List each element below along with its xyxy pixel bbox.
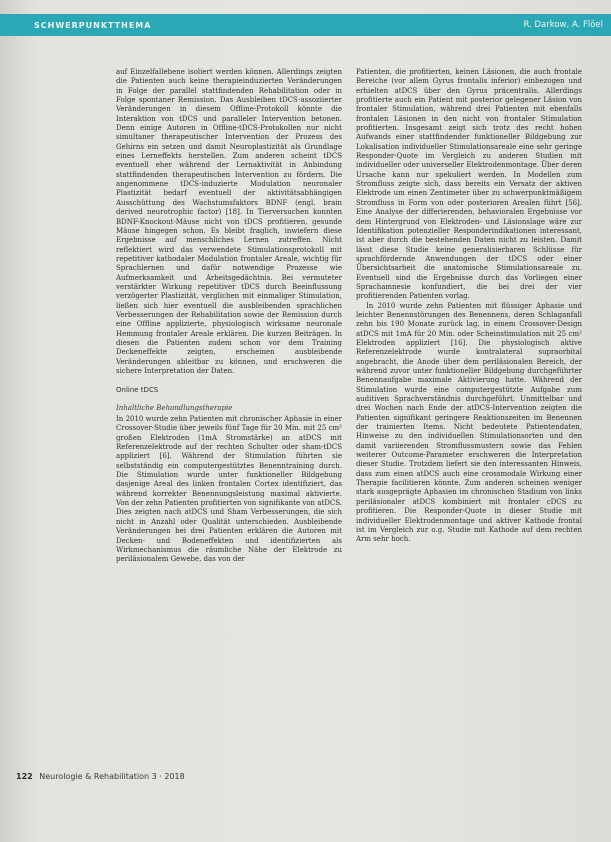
page-number: 122: [16, 772, 33, 781]
body-paragraph: In 2010 wurde zehn Patienten mit chronischer Aphasie in einer Crossover-Studie über jeweils fünf Tage für 20 Min. mit 25 cm² großen Elektroden (1mA Stromstärke) an atDCS mit Referenzelektrode auf der rechten Schulter oder sham-tDCS appliziert [6]. Während der Stimulation führten sie selbstständig ein computergestütztes Benenntraining durch. Die Stimulation wurde unter funktioneller Bildgebung dasjenige Areal des linken frontalen Cortex identifiziert, das während korrekter Benennungsleistung maximal aktivierte. Von der zehn Patienten profitierten von signifikante von atDCS. Dies zeigten nach atDCS und Sham Verbesserungen, die sich nicht in Anzahl oder Qualität unterschieden. Ausbleibende Veränderungen bei drei Patienten erklären die Autoren mit Decken- und Bodeneffekten und identifizierten als Wirkmechanismus die räumliche Nähe der Elektrode zu periläsionalem Gewebe, das von der: [116, 415, 342, 564]
section-subheading: Online tDCS: [116, 386, 159, 395]
journal-name: Neurologie & Rehabilitation 3 · 2018: [39, 772, 185, 781]
right-column: [356, 68, 582, 545]
page-footer: [16, 772, 185, 781]
body-paragraph: Patienten, die profitierten, keinen Läsionen, die auch frontale Bereiche (vor allem Gyrus frontalis inferior) einbezogen und erhielten atDCS über den Gyrus präcentralis. Allerdings profitierte auch ein Patient mit posterior gelegener Läsion von frontaler Stimulation, während drei Patienten mit ebenfalls frontalen Läsionen in den nicht von frontaler Stimulation profitierten. Insgesamt zeigt sich trotz des recht hohen Aufwands einer stattfindender funktioneller Bildgebung zur Lokalisation individueller Stimulationsareale eine sehr geringe Responder-Quote im Vergleich zu anderen Studien mit individueller oder universeller Elektrodenmontage. Über deren Ursache kann nur spekuliert werden. In Modellen zum Stromfluss zeigte sich, dass bereits ein Versatz der aktiven Elektrode um einen Zentimeter über zu schwerpunktmäßigem Stromfluss in Form von oder posterioren Arealen führt [56]. Eine Analyse der differierenden, behavioralen Ergebnisse vor dem Hintergrund von Elektroden- und Läsionslage wäre zur Identifikation potenzieller Responderindikationen interessant, ist aber durch die bestehenden Daten nicht zu leisten. Damit lässt diese Studie keine generalisierbaren Schlüsse für sprachfördernde Anwendungen der tDCS oder einer Übersichtsarbeit die anatomische Stimulationsareale zu. Eventuell sind die Ergebnisse durch das Vorliegen einer Sprachamnesie konfundiert, die bei drei der vier profitierenden Patienten vorlag.: [356, 68, 582, 301]
body-paragraph: auf Einzelfallebene isoliert werden können. Allerdings zeigten die Patienten auch keine therapieinduzierten Veränderungen in Folge der parallel stattfindenden Rehabilitation oder in Folge spontaner Remission. Das Ausbleiben tDCS-assoziierter Veränderungen in diesem Offline-Protokoll könnte die Interaktion von tDCS und paralleler Intervention betonen. Denn einige Autoren in Offline-tDCS-Protokollen nur nicht simultaner therapeutischer Intervention der Prozess des Gehirns ein setzen und damit Neuroplastizität als Grundlage eines Lerneffekts herstellen. Zum anderen scheint tDCS eventuell eher während der Lernaktivität in Anbindung stattfindenden therapeutischen Intervention zu fördern. Die angenommene tDCS-induzierte Modulation neuronaler Plastizität bedarf eventuell der aktivitätsabhängigen Ausschüttung des Wachstumsfaktors BDNF (engl. brain derived neurotrophic factor) [18]. In Tierversuchen konnten BDNF-Knockout-Mäuse nicht von tDCS profitieren, gesunde Mäuse hingegen schon. Es bleibt fraglich, inwiefern diese Ergebnisse auf menschliches Lernen zutreffen. Nicht reflektiert wird das verwendete Stimulationsprotokoll mit repetitiver kathodaler Modulation frontaler Areale, wichtig für Sprachlernen und dafür notwendige Prozesse wie Aufmerksamkeit und Arbeitsgedächtnis. Bei vermuteter verstärkter Wirkung repetitiver tDCS durch Beeinflussung verzögerter Plastizität, verglichen mit einmaliger Stimulation, ließen sich hier eventuell die ausbleibenden sprachlichen Verbesserungen der Rehabilitation sowie der Remission durch eine Offline applizierte, physiologisch wirksame neuronale Hemmung frontaler Areale erklären. Die kurzen Beiträgen. In diesen die Patienten zudem schon vor dem Training Deckeneffekte zeigten, erscheinen ausbleibende Veränderungen ableitbar zu können, und erschweren die sichere Interpretation der Daten.: [116, 68, 342, 375]
subsection-heading: Inhaltliche Behandlungstherapie: [116, 403, 233, 412]
header-bar: [0, 14, 611, 36]
running-authors: R. Darkow, A. Flöel: [523, 20, 603, 30]
left-column: [116, 68, 342, 565]
section-title: SCHWERPUNKTTHEMA: [34, 20, 152, 30]
body-paragraph: In 2010 wurde zehn Patienten mit flüssiger Aphasie und leichter Benennstörungen des Benennens, deren Schlaganfall zehn bis 190 Monate zurück lag, in einem Crossover-Design atDCS mit 1mA für 20 Min. oder Scheinstimulation mit 25 cm² Elektroden appliziert [16]. Die physiologisch aktive Referenzelektrode wurde kontralateral supraorbital angebracht, die Anode über dem periläsionalen Bereich, der während zuvor unter funktioneller Bildgebung durchgeführter Benennaufgabe maximale Aktivierung hatte. Während der Stimulation wurde eine computergestützte Aufgabe zum auditiven Sprachverständnis durchgeführt. Unmittelbar und drei Wochen nach Ende der atDCS-Intervention zeigten die Patienten signifikant geringere Reaktionszeiten im Benennen der trainierten Items. Nicht bedeutete Patientendaten, Hinweise zu den individuellen Stimulationsorten und den damit variierenden Stromflussmustern sowie das Fehlen weiterer Outcome-Parameter erschweren die Interpretation dieser Studie. Trotzdem liefert sie den interessanten Hinweis, dass zum einen atDCS auch eine crossmodale Wirkung einer Therapie facilitieren könnte. Zum anderen scheinen weniger stark ausgeprägte Aphasien im chronischen Stadium von links periläsionaler atDCS kombiniert mit frontaler cDCS zu profitieren. Die Responder-Quote in dieser Studie mit individueller Elektrodenmontage und aktiver Kathode frontal ist im Vergleich zur o.g. Studie mit Kathode auf dem rechten Arm sehr hoch.: [356, 301, 582, 544]
